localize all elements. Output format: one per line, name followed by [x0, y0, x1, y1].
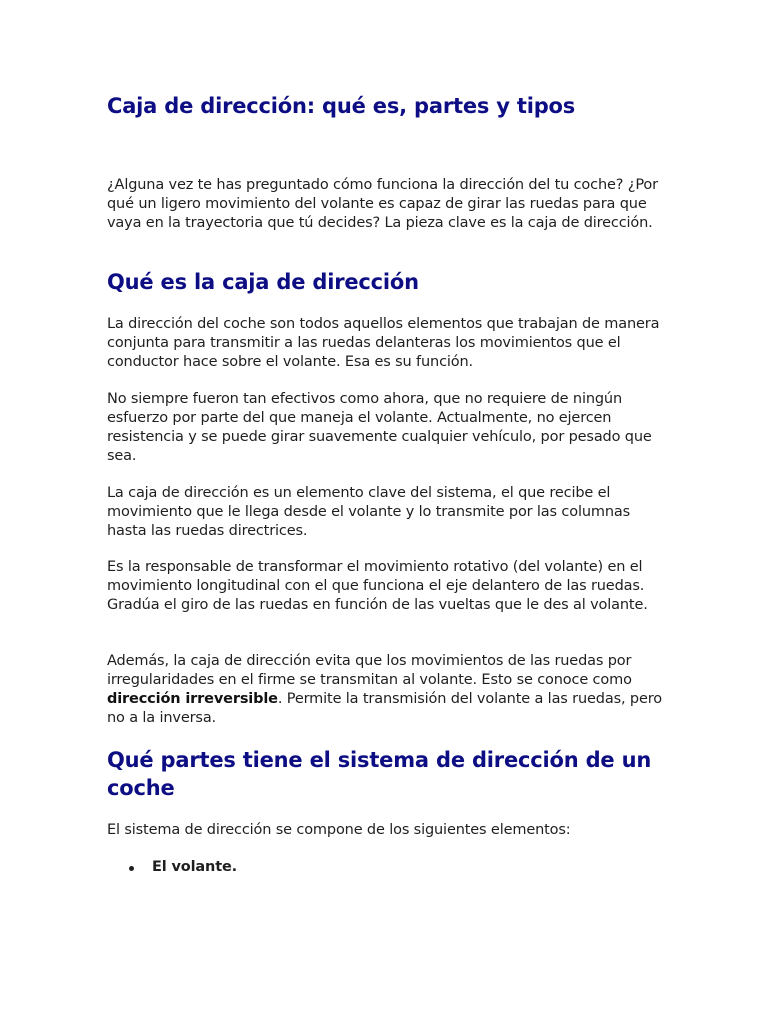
parts-list: [107, 858, 237, 877]
paragraph-key-element: La caja de dirección es un elemento clave del sistema, el que recibe el movimiento que le llega desde el volante y lo transmite por las columnas hasta las ruedas directrices.: [107, 485, 631, 539]
paragraph-irreversible: [107, 652, 663, 728]
bold-term-irreversible: dirección irreversible: [107, 691, 278, 707]
paragraph-history: No siempre fueron tan efectivos como ahora, que no requiere de ningún esfuerzo por parte del que maneja el volante. Actualmente, no ejercen resistencia y se puede girar suavemente cualquier vehículo, por pesado que sea.: [107, 391, 652, 464]
paragraph-definition: La dirección del coche son todos aquellos elementos que trabajan de manera conjunta para transmitir a las ruedas delanteras los movimientos que el conductor hace sobre el volante. Esa es su función.: [107, 316, 660, 370]
list-item-label: El volante.: [152, 859, 238, 875]
paragraph-function: Es la responsable de transformar el movimiento rotativo (del volante) en el movimiento longitudinal con el que funciona el eje delantero de las ruedas. Gradúa el giro de las ruedas en función de las vueltas que le des al volante.: [107, 559, 648, 613]
paragraph-irreversible-end: . Permite la transmisión del volante a las ruedas, pero no a la inversa.: [107, 691, 662, 726]
section-heading-parts: Qué partes tiene el sistema de dirección de un coche: [107, 748, 652, 800]
section-heading-what: Qué es la caja de dirección: [107, 270, 419, 294]
bullet-icon: [129, 866, 134, 871]
page-title: Caja de dirección: qué es, partes y tipos: [107, 94, 576, 118]
intro-paragraph: ¿Alguna vez te has preguntado cómo funciona la dirección del tu coche? ¿Por qué un ligero movimiento del volante es capaz de girar las ruedas para que vaya en la trayectoria que tú decides? La pieza clave es la caja de dirección.: [107, 177, 658, 231]
paragraph-irreversible-start: Además, la caja de dirección evita que los movimientos de las ruedas por irregularidades en el firme se transmitan al volante. Esto se conoce como: [107, 653, 632, 688]
list-item: [107, 858, 237, 877]
parts-intro-paragraph: El sistema de dirección se compone de los siguientes elementos:: [107, 822, 571, 838]
